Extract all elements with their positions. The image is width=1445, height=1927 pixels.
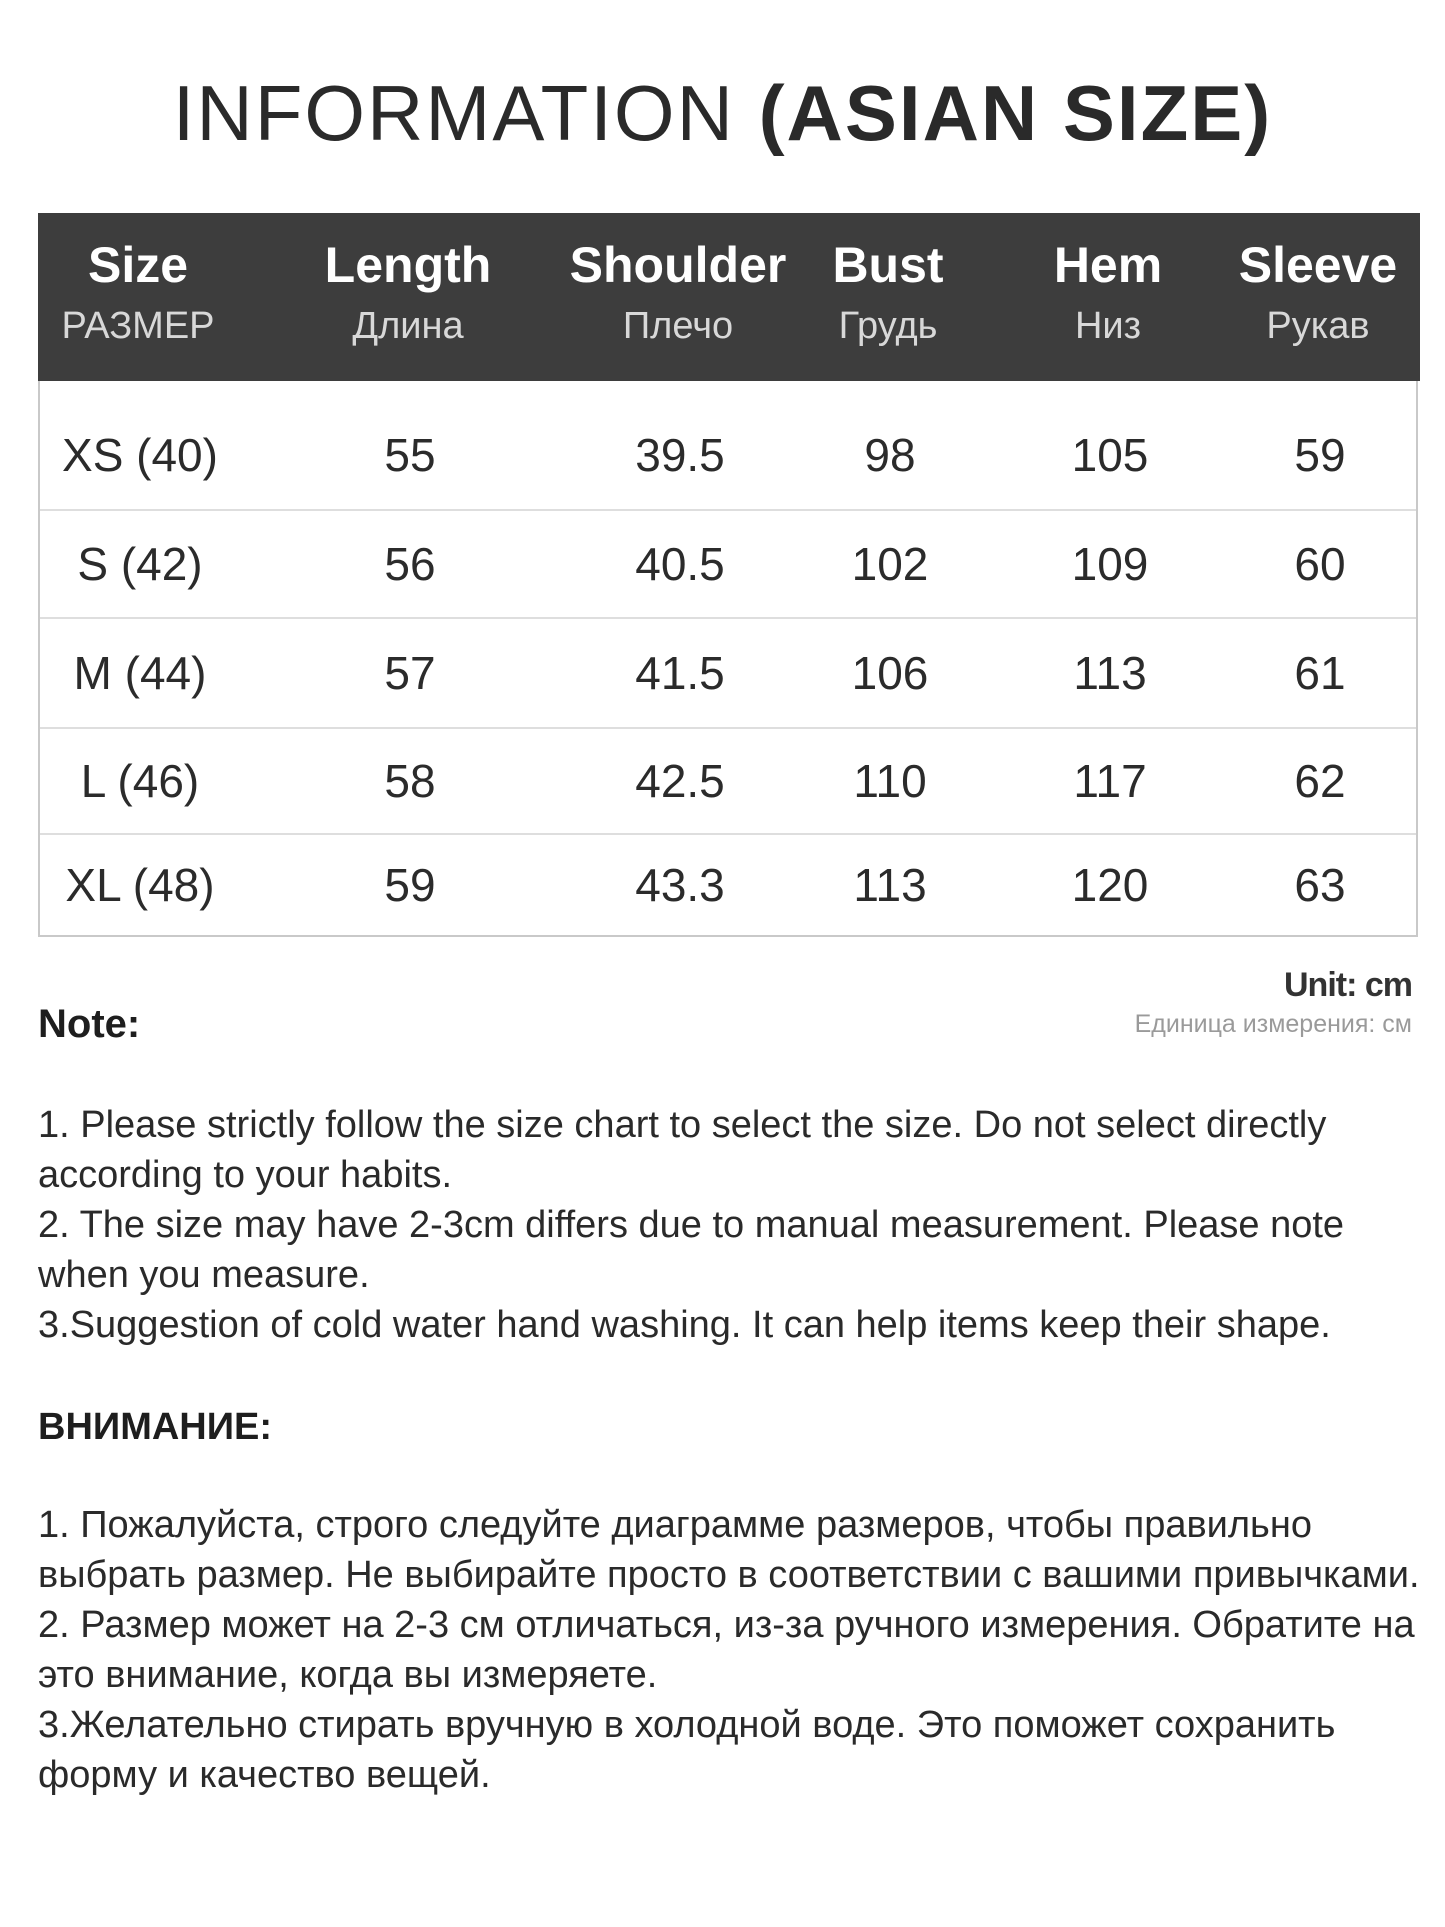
cell-sleeve: 62 — [1294, 755, 1346, 807]
cell-length: 56 — [384, 538, 436, 590]
cell-hem: 113 — [1073, 647, 1147, 699]
cell-sleeve: 63 — [1294, 859, 1346, 911]
cell-bust: 102 — [851, 538, 929, 590]
header-bust — [798, 213, 978, 381]
header-length-en: Length — [324, 237, 492, 293]
cell-shoulder: 43.3 — [635, 859, 725, 911]
cell-size: XL (48) — [65, 859, 215, 911]
header-bust-ru: Грудь — [838, 305, 938, 347]
table-row — [40, 729, 1416, 835]
header-hem-ru: Низ — [1074, 305, 1142, 347]
header-length — [308, 213, 508, 381]
cell-hem: 105 — [1071, 429, 1149, 481]
cell-hem: 120 — [1071, 859, 1149, 911]
size-table — [38, 213, 1418, 937]
note-item: 2. The size may have 2-3cm differs due to manual measurement. Please note when you measure. — [38, 1204, 1345, 1296]
header-shoulder-en: Shoulder — [569, 237, 787, 293]
table-row — [40, 401, 1416, 511]
cell-shoulder: 41.5 — [635, 647, 725, 699]
cell-shoulder: 40.5 — [635, 538, 725, 590]
header-shoulder-ru: Плечо — [622, 305, 734, 347]
title-bold: (ASIAN SIZE) — [758, 69, 1273, 157]
note-heading: Note: — [38, 1002, 141, 1046]
cell-size: XS (40) — [62, 429, 218, 481]
cell-bust: 113 — [853, 859, 927, 911]
table-row — [40, 835, 1416, 935]
header-shoulder — [548, 213, 808, 381]
cell-sleeve: 60 — [1294, 538, 1346, 590]
page-title — [0, 68, 1445, 158]
header-bust-en: Bust — [832, 237, 944, 293]
cell-size: S (42) — [77, 538, 203, 590]
note-item: 1. Please strictly follow the size chart to select the size. Do not select directly according to your habits. — [38, 1104, 1327, 1196]
cell-sleeve: 61 — [1294, 647, 1346, 699]
table-row — [40, 511, 1416, 619]
cell-sleeve: 59 — [1294, 429, 1346, 481]
cell-bust: 110 — [853, 755, 927, 807]
header-sleeve — [1218, 213, 1418, 381]
unit-label: Unit: cm — [1284, 966, 1412, 1004]
cell-shoulder: 42.5 — [635, 755, 725, 807]
header-sleeve-ru: Рукав — [1266, 305, 1370, 347]
header-length-ru: Длина — [352, 305, 464, 347]
title-light: INFORMATION — [172, 69, 759, 157]
header-sleeve-en: Sleeve — [1238, 237, 1398, 293]
cell-bust: 98 — [864, 429, 916, 481]
header-size — [38, 213, 238, 381]
cell-length: 55 — [384, 429, 436, 481]
cell-bust: 106 — [851, 647, 929, 699]
cell-length: 57 — [384, 647, 436, 699]
note-item-ru: 3.Желательно стирать вручную в холодной воде. Это поможет сохранить форму и качество вещей. — [38, 1704, 1336, 1796]
cell-length: 58 — [384, 755, 436, 807]
header-size-ru: РАЗМЕР — [61, 305, 215, 347]
table-header — [38, 213, 1420, 381]
note-list-ru — [38, 1500, 1438, 1800]
cell-size: M (44) — [73, 647, 207, 699]
cell-shoulder: 39.5 — [635, 429, 725, 481]
note-item-ru: 2. Размер может на 2-3 см отличаться, из-за ручного измерения. Обратите на это внимание, когда вы измеряете. — [38, 1604, 1415, 1696]
cell-hem: 117 — [1073, 755, 1147, 807]
note-item: 3.Suggestion of cold water hand washing. It can help items keep their shape. — [38, 1304, 1331, 1346]
table-row — [40, 619, 1416, 729]
header-hem — [1018, 213, 1198, 381]
note-list — [38, 1100, 1428, 1350]
cell-size: L (46) — [80, 755, 200, 807]
cell-length: 59 — [384, 859, 436, 911]
header-hem-en: Hem — [1053, 237, 1163, 293]
note-heading-ru: ВНИМАНИЕ: — [38, 1406, 273, 1448]
unit-label-ru: Единица измерения: см — [1134, 1010, 1412, 1038]
header-size-en: Size — [87, 237, 189, 293]
note-item-ru: 1. Пожалуйста, строго следуйте диаграмме размеров, чтобы правильно выбрать размер. Не выбирайте просто в соответствии с вашими привычками. — [38, 1504, 1420, 1596]
cell-hem: 109 — [1071, 538, 1149, 590]
